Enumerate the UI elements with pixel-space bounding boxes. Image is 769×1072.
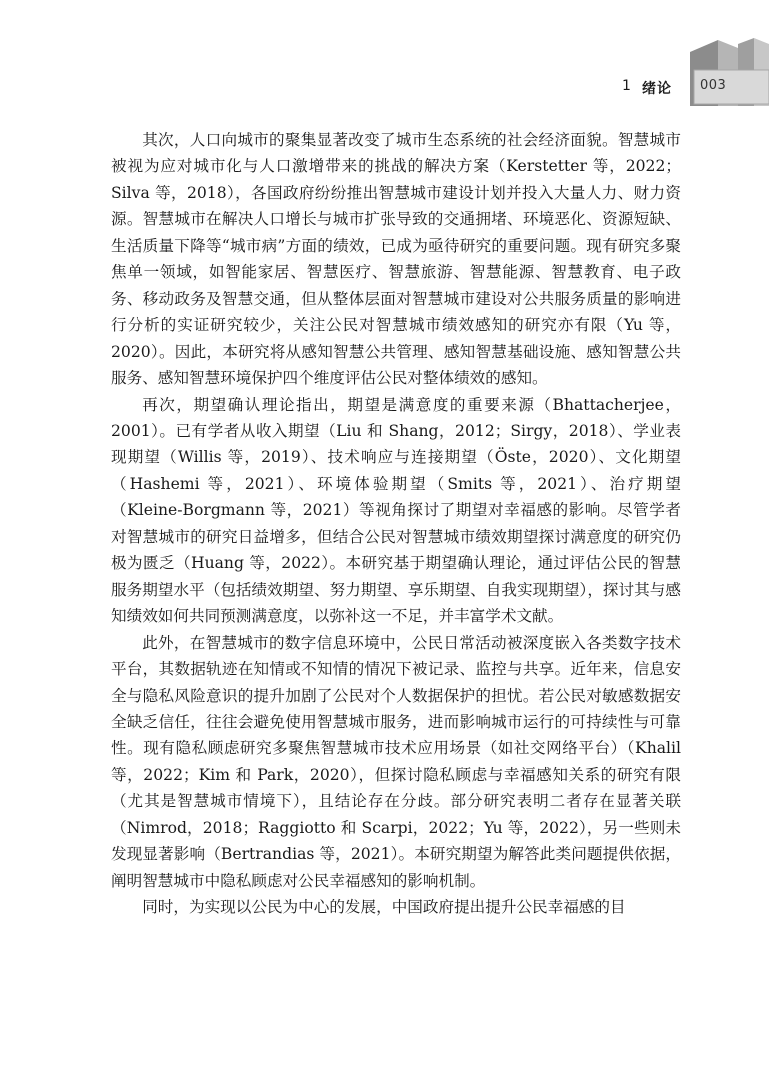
page-number: 003: [700, 78, 727, 93]
running-header: [0, 0, 769, 110]
chapter-title: 绪论: [642, 81, 672, 97]
paragraph: 此外，在智慧城市的数字信息环境中，公民日常活动被深度嵌入各类数字技术平台，其数据轨迹在知情或不知情的情况下被记录、监控与共享。近年来，信息安全与隐私风险意识的提升加剧了公民对个人数据保护的担忧。若公民对敏感数据安全缺乏信任，往往会避免使用智慧城市服务，进而影响城市运行的可持续性与可靠性。现有隐私顾虑研究多聚焦智慧城市技术应用场景（如社交网络平台）（Khalil 等，2022；Kim 和 Park，2020），但探讨隐私顾虑与幸福感知关系的研究有限（尤其是智慧城市情境下），且结论存在分歧。部分研究表明二者存在显著关联（Nimrod，2018；Raggiotto 和 Scarpi，2022；Yu 等，2022），另一些则未发现显著影响（Bertrandias 等，2021）。本研究期望为解答此类问题提供依据，阐明智慧城市中隐私顾虑对公民幸福感知的影响机制。: [111, 633, 681, 890]
paragraph: 再次，期望确认理论指出，期望是满意度的重要来源（Bhattacherjee，2001）。已有学者从收入期望（Liu 和 Shang，2012；Sirgy，2018）、学业表现期望（Willis 等，2019）、技术响应与连接期望（Öste，2020）、文化期望（Hashemi 等，2021）、环境体验期望（Smits 等，2021）、治疗期望（Kleine-Borgmann 等，2021）等视角探讨了期望对幸福感的影响。尽管学者对智慧城市的研究日益增多，但结合公民对智慧城市绩效期望探讨满意度的研究仍极为匮乏（Huang 等，2022）。本研究基于期望确认理论，通过评估公民的智慧服务期望水平（包括绩效期望、努力期望、享乐期望、自我实现期望），探讨其与感知绩效如何共同预测满意度，以弥补这一不足，并丰富学术文献。: [111, 395, 681, 626]
paragraph: 其次，人口向城市的聚集显著改变了城市生态系统的社会经济面貌。智慧城市被视为应对城市化与人口激增带来的挑战的解决方案（Kerstetter 等，2022；Silva 等，2018），各国政府纷纷推出智慧城市建设计划并投入大量人力、财力资源。智慧城市在解决人口增长与城市扩张导致的交通拥堵、环境恶化、资源短缺、生活质量下降等“城市病”方面的绩效，已成为亟待研究的重要问题。现有研究多聚焦单一领域，如智能家居、智慧医疗、智慧旅游、智慧能源、智慧教育、电子政务、移动政务及智慧交通，但从整体层面对智慧城市建设对公共服务质量的影响进行分析的实证研究较少，关注公民对智慧城市绩效感知的研究亦有限（Yu 等，2020）。因此，本研究将从感知智慧公共管理、感知智慧基础设施、感知智慧公共服务、感知智慧环境保护四个维度评估公民对整体绩效的感知。: [111, 131, 681, 388]
body-text: [111, 127, 681, 921]
chapter-number: 1: [622, 78, 631, 94]
paragraph: 同时，为实现以公民为中心的发展，中国政府提出提升公民幸福感的目: [142, 898, 626, 917]
building-corner-icon: [688, 38, 769, 108]
